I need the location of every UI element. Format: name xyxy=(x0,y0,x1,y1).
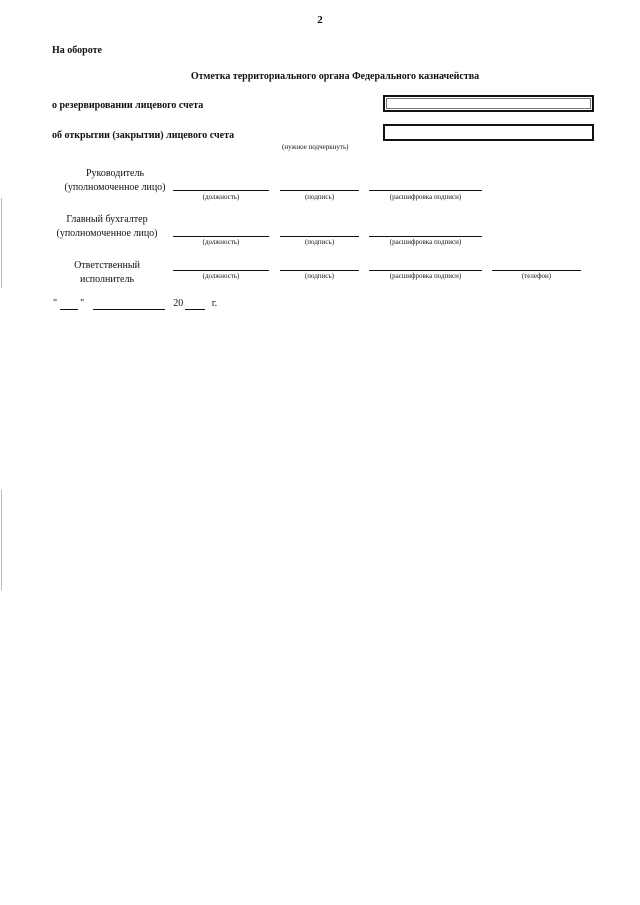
scan-edge-mark xyxy=(1,490,2,590)
executor-phone-line[interactable] xyxy=(492,270,581,271)
head-signature-line[interactable] xyxy=(280,190,359,191)
signatory-head-role: Руководитель xyxy=(85,168,145,179)
scan-edge-mark xyxy=(1,198,2,288)
head-decoding-line[interactable] xyxy=(369,190,482,191)
signatory-executor xyxy=(32,259,182,287)
head-decoding-caption: (расшифровка подписи) xyxy=(389,193,462,201)
open-close-account-field[interactable] xyxy=(383,124,594,141)
signatory-executor-role-note: исполнитель xyxy=(79,274,135,285)
date-year-prefix: 20 xyxy=(173,298,184,309)
verso-label: На обороте xyxy=(52,45,102,56)
treasury-mark-title: Отметка территориального органа Федерального казначейства xyxy=(190,71,480,82)
signatory-head xyxy=(40,167,190,195)
underline-hint: (нужное подчеркнуть) xyxy=(282,143,349,151)
accountant-decoding-line[interactable] xyxy=(369,236,482,237)
head-position-caption: (должность) xyxy=(202,193,240,201)
date-month-blank[interactable] xyxy=(93,298,165,310)
open-close-account-label: об открытии (закрытии) лицевого счета xyxy=(52,130,235,141)
reserve-account-field[interactable] xyxy=(383,95,594,112)
date-year-blank[interactable] xyxy=(185,298,205,310)
accountant-decoding-caption: (расшифровка подписи) xyxy=(389,238,462,246)
accountant-position-line[interactable] xyxy=(173,236,269,237)
head-position-line[interactable] xyxy=(173,190,269,191)
executor-phone-caption: (телефон) xyxy=(521,272,552,280)
date-quote-close: " xyxy=(80,298,85,309)
executor-position-caption: (должность) xyxy=(202,272,240,280)
accountant-signature-line[interactable] xyxy=(280,236,359,237)
executor-signature-caption: (подпись) xyxy=(304,272,335,280)
signatory-chief-accountant-role-note: (уполномоченное лицо) xyxy=(56,228,158,239)
executor-decoding-line[interactable] xyxy=(369,270,482,271)
signatory-executor-role: Ответственный xyxy=(74,260,140,271)
date-day-blank[interactable] xyxy=(60,298,78,310)
accountant-signature-caption: (подпись) xyxy=(304,238,335,246)
signatory-chief-accountant-role: Главный бухгалтер xyxy=(66,214,148,225)
date-year-suffix: г. xyxy=(211,298,218,309)
executor-position-line[interactable] xyxy=(173,270,269,271)
executor-decoding-caption: (расшифровка подписи) xyxy=(389,272,462,280)
date-line xyxy=(53,298,217,310)
signatory-head-role-note: (уполномоченное лицо) xyxy=(64,182,166,193)
page-number: 2 xyxy=(317,14,323,26)
reserve-account-label: о резервировании лицевого счета xyxy=(52,100,204,111)
executor-signature-line[interactable] xyxy=(280,270,359,271)
accountant-position-caption: (должность) xyxy=(202,238,240,246)
head-signature-caption: (подпись) xyxy=(304,193,335,201)
signatory-chief-accountant xyxy=(32,213,182,241)
date-quote-open: " xyxy=(53,298,58,309)
